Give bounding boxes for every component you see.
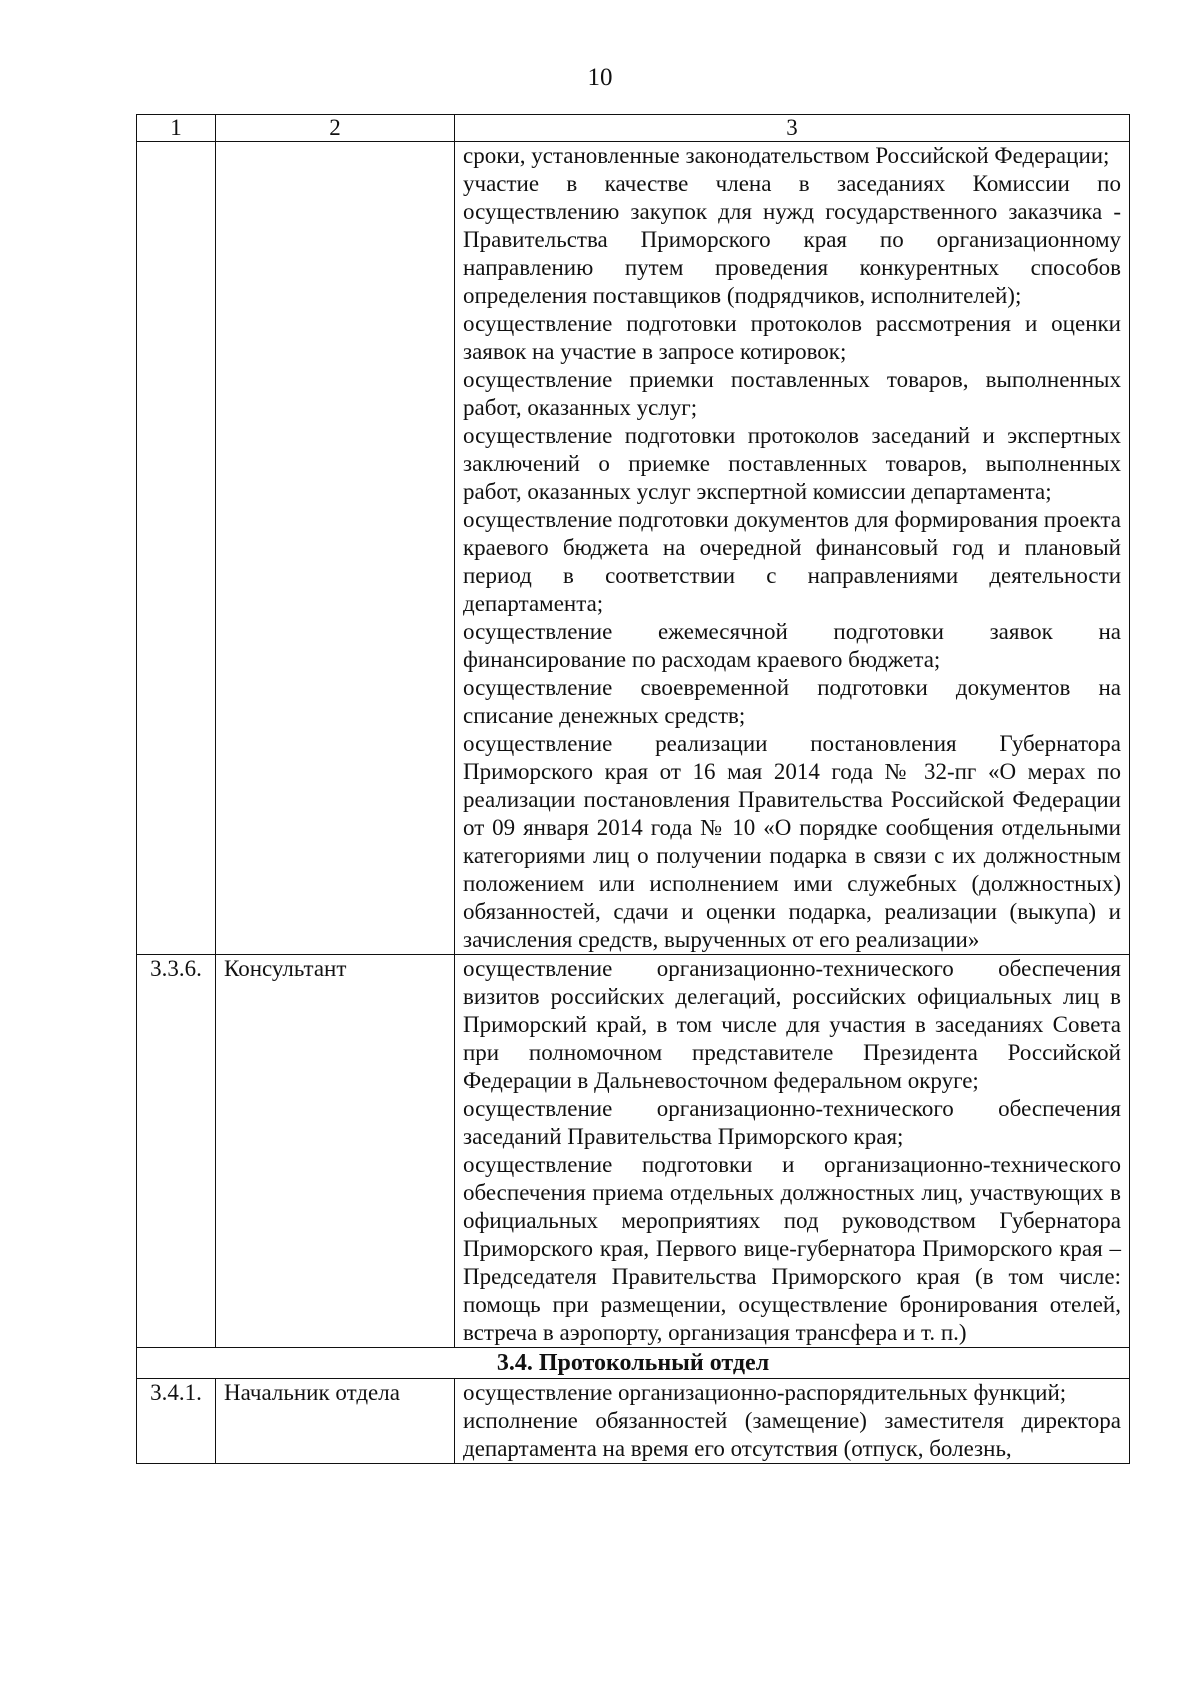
column-header-1: 1 xyxy=(137,115,216,142)
duty-item: исполнение обязанностей (замещение) заместителя директора департамента на время его отсутствия (отпуск, болезнь, xyxy=(463,1408,1121,1461)
duty-item: участие в качестве члена в заседаниях Комиссии по осуществлению закупок для нужд государственного заказчика - Правительства Приморского края по организационному направлению путем проведения конкурентных способов определения поставщиков (подрядчиков, исполнителей); xyxy=(463,171,1121,308)
column-header-2: 2 xyxy=(216,115,455,142)
duty-item: осуществление организационно-распорядительных функций; xyxy=(463,1380,1067,1405)
position-title xyxy=(216,142,455,955)
duties-table xyxy=(136,114,1130,1464)
duty-item: осуществление своевременной подготовки документов на списание денежных средств; xyxy=(463,675,1121,728)
duties-cell xyxy=(455,1379,1130,1464)
duty-item: осуществление подготовки протоколов рассмотрения и оценки заявок на участие в запросе котировок; xyxy=(463,311,1121,364)
duty-item: осуществление подготовки протоколов заседаний и экспертных заключений о приемке поставленных товаров, выполненных работ, оказанных услуг экспертной комиссии департамента; xyxy=(463,423,1121,504)
table-row xyxy=(137,955,1130,1348)
position-title: Начальник отдела xyxy=(216,1379,455,1464)
table-header-row xyxy=(137,115,1130,142)
duty-item: осуществление организационно-технического обеспечения визитов российских делегаций, российских официальных лиц в Приморский край, в том числе для участия в заседаниях Совета при полномочном представителе Президента Российской Федерации в Дальневосточном федеральном округе; xyxy=(463,956,1121,1093)
duty-item: осуществление подготовки и организационно-технического обеспечения приема отдельных должностных лиц, участвующих в официальных мероприятиях под руководством Губернатора Приморского края, Первого вице-губернатора Приморского края – Председателя Правительства Приморского края (в том числе: помощь при размещении, осуществление бронирования отелей, встреча в аэропорту, организация трансфера и т. п.) xyxy=(463,1152,1121,1345)
column-header-3: 3 xyxy=(455,115,1130,142)
row-number: 3.4.1. xyxy=(137,1379,216,1464)
duty-item: осуществление ежемесячной подготовки заявок на финансирование по расходам краевого бюджета; xyxy=(463,619,1121,672)
section-title: 3.4. Протокольный отдел xyxy=(137,1348,1130,1379)
duties-cell xyxy=(455,955,1130,1348)
duty-item: осуществление реализации постановления Губернатора Приморского края от 16 мая 2014 года № 32-пг «О мерах по реализации постановления Правительства Российской Федерации от 09 января 2014 года № 10 «О порядке сообщения отдельными категориями лиц о получении подарка в связи с их должностным положением или исполнением ими служебных (должностных) обязанностей, сдачи и оценки подарка, реализации (выкупа) и зачисления средств, вырученных от его реализации» xyxy=(463,731,1121,952)
duty-item: осуществление подготовки документов для формирования проекта краевого бюджета на очередной финансовый год и плановый период в соответствии с направлениями деятельности департамента; xyxy=(463,507,1121,616)
duty-item: осуществление организационно-технического обеспечения заседаний Правительства Приморского края; xyxy=(463,1096,1121,1149)
section-heading-row xyxy=(137,1348,1130,1379)
page-number: 10 xyxy=(587,64,613,91)
row-number xyxy=(137,142,216,955)
duty-item: осуществление приемки поставленных товаров, выполненных работ, оказанных услуг; xyxy=(463,367,1121,420)
table-row xyxy=(137,1379,1130,1464)
position-title: Консультант xyxy=(216,955,455,1348)
duties-cell xyxy=(455,142,1130,955)
row-number: 3.3.6. xyxy=(137,955,216,1348)
duty-item: сроки, установленные законодательством Российской Федерации; xyxy=(463,143,1110,168)
table-row xyxy=(137,142,1130,955)
